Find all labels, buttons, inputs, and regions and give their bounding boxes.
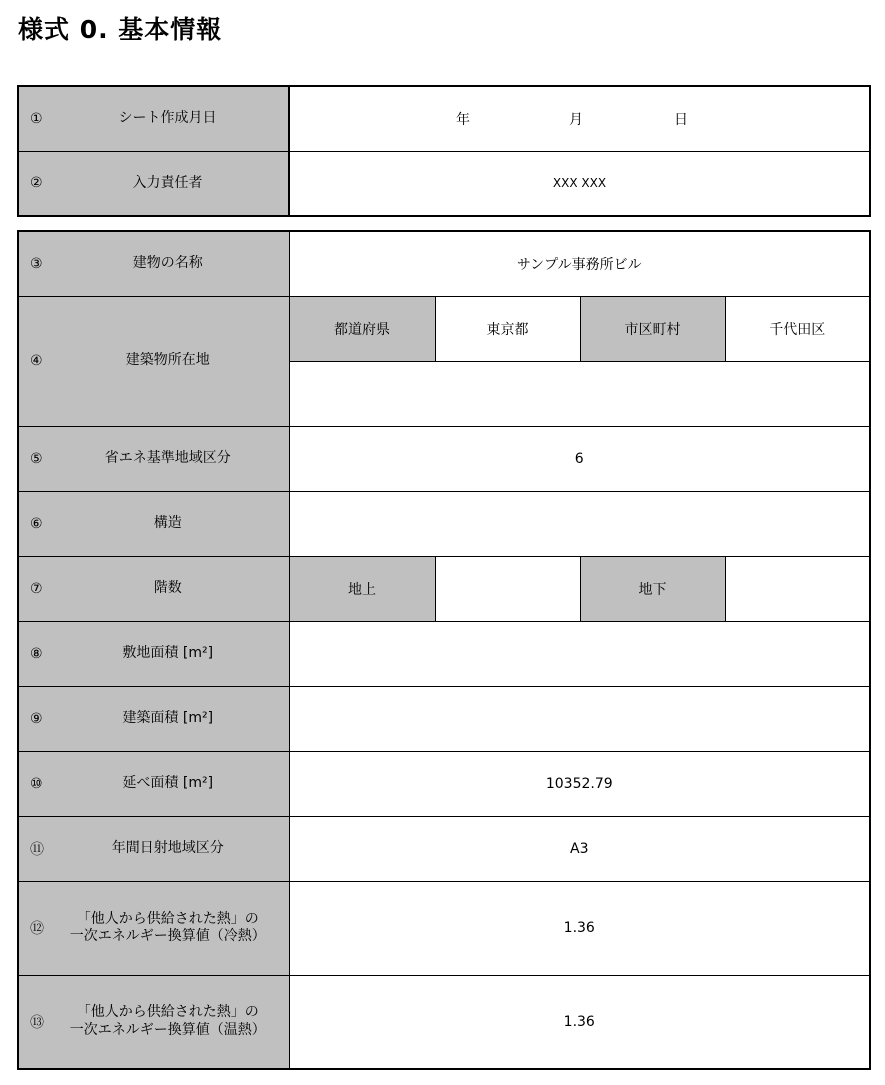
supplied-heat-cooling-label [19,911,289,946]
energy-region-label-cell [18,426,289,491]
below-ground-value[interactable] [725,556,870,621]
supplied-heat-heating-label-cell [18,975,289,1069]
supplied-heat-cooling-label-cell [18,881,289,975]
row-site-area [18,621,870,686]
row-number: ⑬ [30,1014,44,1031]
row-supplied-heat-heating [18,975,870,1069]
year-label: 年 [456,111,470,128]
row-number: ⑫ [30,921,44,937]
below-ground-label: 地下 [580,556,725,621]
person-in-charge-label-cell [18,151,289,216]
row-solar-region [18,816,870,881]
site-area-label-cell [18,621,289,686]
supplied-heat-heating-label [19,1004,289,1039]
row-number: ⑩ [30,775,43,792]
label-line: 「他人から供給された熱」の [76,910,259,927]
prefecture-value[interactable]: 東京都 [435,296,580,361]
day-label: 日 [674,111,688,128]
structure-value[interactable] [289,491,870,556]
above-ground-value[interactable] [435,556,580,621]
structure-label-cell [18,491,289,556]
building-area-value[interactable] [289,686,870,751]
row-number: ④ [30,353,43,369]
above-ground-label: 地上 [289,556,435,621]
site-area-label: 敷地面積 [m²] [122,644,214,661]
row-number: ③ [30,255,43,272]
energy-region-label: 省エネ基準地域区分 [104,449,231,466]
building-info-table [17,230,871,1070]
building-name-label-cell [18,231,289,296]
supplied-heat-cooling-value[interactable]: 1.36 [289,881,870,975]
structure-label: 構造 [153,514,182,531]
label-line: 一次エネルギー換算値（温熱） [69,1021,266,1038]
row-energy-region [18,426,870,491]
row-number: ⑨ [30,710,43,727]
row-number: ⑪ [30,841,44,858]
solar-region-value[interactable]: A3 [289,816,870,881]
address-field[interactable] [289,361,870,426]
sheet-date-label-cell [18,86,289,151]
row-number: ⑤ [30,450,43,467]
row-supplied-heat-cooling [18,881,870,975]
page-title: 様式 0. 基本情報 [18,15,223,44]
label-line: 一次エネルギー換算値（冷熱） [69,928,266,944]
row-person-in-charge [18,151,870,216]
solar-region-label: 年間日射地域区分 [111,839,224,856]
building-name-label: 建物の名称 [132,255,203,271]
energy-region-value[interactable]: 6 [289,426,870,491]
row-number: ⑧ [30,645,43,662]
row-number: ① [30,110,43,127]
person-in-charge-label: 入力責任者 [132,174,203,191]
total-floor-area-label: 延べ面積 [m²] [122,774,214,791]
row-building-area [18,686,870,751]
row-number: ⑥ [30,515,43,532]
person-in-charge-value[interactable]: XXX XXX [289,151,870,216]
city-value[interactable]: 千代田区 [725,296,870,361]
city-label: 市区町村 [580,296,725,361]
row-building-name [18,231,870,296]
row-sheet-date [18,86,870,151]
row-number: ⑦ [30,580,43,597]
label-line: 「他人から供給された熱」の [76,1004,259,1021]
row-total-floor-area [18,751,870,816]
total-floor-area-label-cell [18,751,289,816]
total-floor-area-value[interactable]: 10352.79 [289,751,870,816]
building-area-label-cell [18,686,289,751]
floors-label-cell [18,556,289,621]
sheet-date-field[interactable] [289,86,870,151]
building-area-label: 建築面積 [m²] [122,709,214,726]
floors-label: 階数 [153,579,182,596]
row-structure [18,491,870,556]
location-label-cell [18,296,289,426]
row-floors [18,556,870,621]
solar-region-label-cell [18,816,289,881]
site-area-value[interactable] [289,621,870,686]
supplied-heat-heating-value[interactable]: 1.36 [289,975,870,1069]
row-location [18,296,870,361]
row-number: ② [30,175,43,192]
building-name-value[interactable]: サンプル事務所ビル [289,231,870,296]
month-label: 月 [569,111,583,128]
prefecture-label: 都道府県 [289,296,435,361]
header-info-table [17,85,871,217]
location-label: 建築物所在地 [125,352,210,369]
sheet-date-label: シート作成月日 [118,110,217,126]
